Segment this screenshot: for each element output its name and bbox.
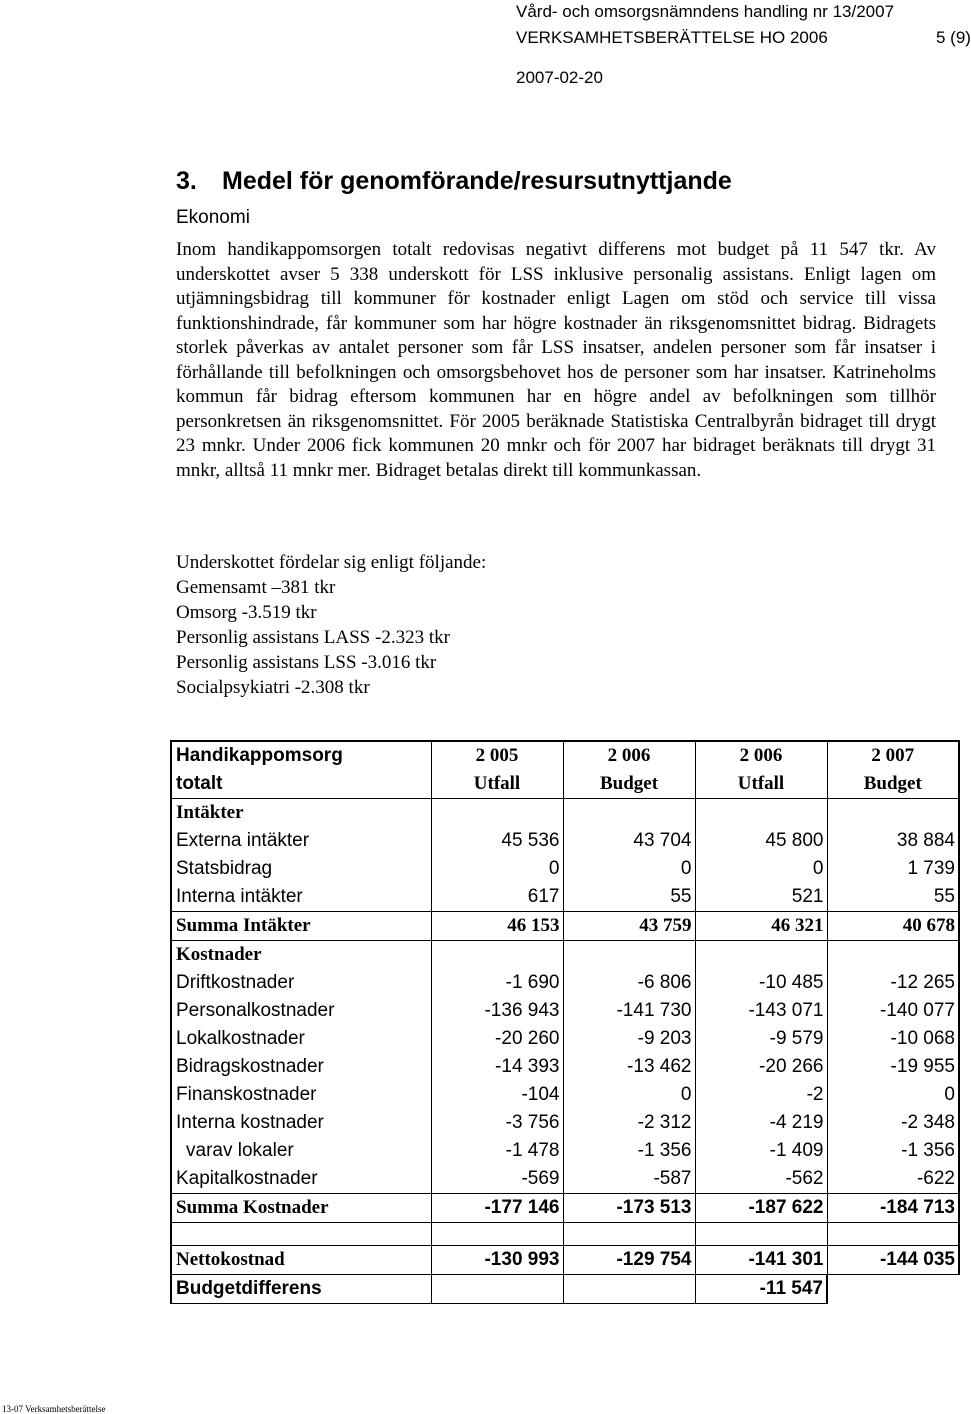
cell: -9 203 [563,1025,695,1053]
table-row [171,1053,959,1081]
cell: 521 [695,883,827,912]
row-label: Interna intäkter [171,883,431,912]
cell: -10 068 [827,1025,959,1053]
row-label: Summa Intäkter [171,912,431,941]
row-label: Nettokostnad [171,1246,431,1275]
cell: -20 266 [695,1053,827,1081]
cell: 0 [827,1081,959,1109]
row-label: varav lokaler [171,1137,431,1165]
section-number: 3. [176,167,197,195]
page-number: 5 (9) [936,28,971,47]
column-year: 2 006 [695,741,827,770]
section-title [176,167,732,196]
report-title: VERKSAMHETSBERÄTTELSE HO 2006 [516,28,828,47]
cell: 43 704 [563,827,695,855]
cell: 0 [563,855,695,883]
table-title: Handikappomsorg [171,741,431,770]
table-row [171,997,959,1025]
cell: 0 [431,855,563,883]
cell: -1 478 [431,1137,563,1165]
body-paragraph: Inom handikappomsorgen totalt redovisas negativt differens mot budget på 11 547 tkr. Av underskottet avser 5 338 underskott för LSS inklusive personalig assistans. Enligt lagen om utjämningsbidrag till kommuner för kostnader enligt Lagen om stöd och service till vissa funktionshindrade, får kommuner som har högre kostnader än riksgenomsnittet bidrag. Bidragets storlek påverkas av antalet personer som får LSS insatser, andelen personer som får insatser i förhållande till befolkningen och omsorgsbehovet hos de personer som har insatser. Katrineholms kommun får bidrag eftersom kommunen har en högre andel av befolkningen som tillhör personkretsen än riksgenomsnittet. För 2005 beräknade Statistiska Centralbyrån bidraget till drygt 23 mnkr. Under 2006 fick kommunen 20 mnkr och för 2007 har bidraget beräknats till drygt 31 mnkr, alltså 11 mnkr mer. Bidraget betalas direkt till kommunkassan. [176,239,936,481]
cell: -9 579 [695,1025,827,1053]
cell: -19 955 [827,1053,959,1081]
cell: -1 690 [431,969,563,997]
column-year: 2 007 [827,741,959,770]
summary-item: Omsorg -3.519 tkr [176,602,317,623]
column-type: Budget [827,770,959,799]
cell: -12 265 [827,969,959,997]
cell: -184 713 [827,1194,959,1223]
cell: -129 754 [563,1246,695,1275]
cell: -10 485 [695,969,827,997]
cell: -173 513 [563,1194,695,1223]
row-label: Summa Kostnader [171,1194,431,1223]
row-label: Interna kostnader [171,1109,431,1137]
row-label: Bidragskostnader [171,1053,431,1081]
cell: -136 943 [431,997,563,1025]
cell: -20 260 [431,1025,563,1053]
row-label: Personalkostnader [171,997,431,1025]
cell: -11 547 [695,1275,827,1304]
subheading: Ekonomi [176,207,250,228]
cell: -622 [827,1165,959,1194]
cell: -13 462 [563,1053,695,1081]
summary-item: Personlig assistans LASS -2.323 tkr [176,627,450,648]
column-year: 2 006 [563,741,695,770]
cell: 46 321 [695,912,827,941]
table-row [171,855,959,883]
row-label: Statsbidrag [171,855,431,883]
summary-item: Personlig assistans LSS -3.016 tkr [176,652,437,673]
cell: -6 806 [563,969,695,997]
column-type: Utfall [431,770,563,799]
cell: -2 [695,1081,827,1109]
footer: 13-07 Verksamhetsberättelse [2,1404,106,1414]
cell: -1 356 [827,1137,959,1165]
table-row [171,1165,959,1194]
cell: -569 [431,1165,563,1194]
cell: -4 219 [695,1109,827,1137]
table-title: totalt [171,770,431,799]
table-row [171,883,959,912]
cell: 40 678 [827,912,959,941]
cell: -187 622 [695,1194,827,1223]
cell: -1 409 [695,1137,827,1165]
cell: -140 077 [827,997,959,1025]
cell: -104 [431,1081,563,1109]
cell: 617 [431,883,563,912]
cell: -14 393 [431,1053,563,1081]
column-type: Utfall [695,770,827,799]
header-date: 2007-02-20 [516,68,603,87]
table-row [171,1137,959,1165]
row-label: Lokalkostnader [171,1025,431,1053]
cell: -177 146 [431,1194,563,1223]
column-type: Budget [563,770,695,799]
cell: 0 [563,1081,695,1109]
row-label: Budgetdifferens [171,1275,431,1304]
table-row [171,1081,959,1109]
summary-intro: Underskottet fördelar sig enligt följande: [176,552,487,573]
deficit-summary [176,550,486,700]
table-row [171,827,959,855]
net-row [171,1246,959,1275]
cell: -130 993 [431,1246,563,1275]
cell: 46 153 [431,912,563,941]
cell: -562 [695,1165,827,1194]
cell: 0 [695,855,827,883]
cell: -1 356 [563,1137,695,1165]
header-handling-line: Vård- och omsorgsnämndens handling nr 13/2007 [516,2,895,21]
cell: -587 [563,1165,695,1194]
row-label: Externa intäkter [171,827,431,855]
group-heading: Intäkter [171,799,431,828]
cell: 45 536 [431,827,563,855]
sum-row [171,912,959,941]
section-title-text: Medel för genomförande/resursutnyttjande [222,167,732,195]
cell: 1 739 [827,855,959,883]
column-year: 2 005 [431,741,563,770]
table-row [171,1025,959,1053]
table-row [171,1109,959,1137]
table-row [171,969,959,997]
cell: 45 800 [695,827,827,855]
row-label: Driftkostnader [171,969,431,997]
cell: 43 759 [563,912,695,941]
summary-item: Gemensamt –381 tkr [176,577,336,598]
sum-row [171,1194,959,1223]
row-label: Finanskostnader [171,1081,431,1109]
cell: -143 071 [695,997,827,1025]
group-heading: Kostnader [171,941,431,970]
cell: 38 884 [827,827,959,855]
cell: -141 730 [563,997,695,1025]
cell: -141 301 [695,1246,827,1275]
cell: -3 756 [431,1109,563,1137]
header-report-line [516,28,971,48]
cell: -2 348 [827,1109,959,1137]
row-label: Kapitalkostnader [171,1165,431,1194]
summary-item: Socialpsykiatri -2.308 tkr [176,677,370,698]
cell: 55 [563,883,695,912]
cell: 55 [827,883,959,912]
cell: -2 312 [563,1109,695,1137]
budget-table [170,740,960,1304]
cell: -144 035 [827,1246,959,1275]
budget-diff-row [171,1275,959,1304]
